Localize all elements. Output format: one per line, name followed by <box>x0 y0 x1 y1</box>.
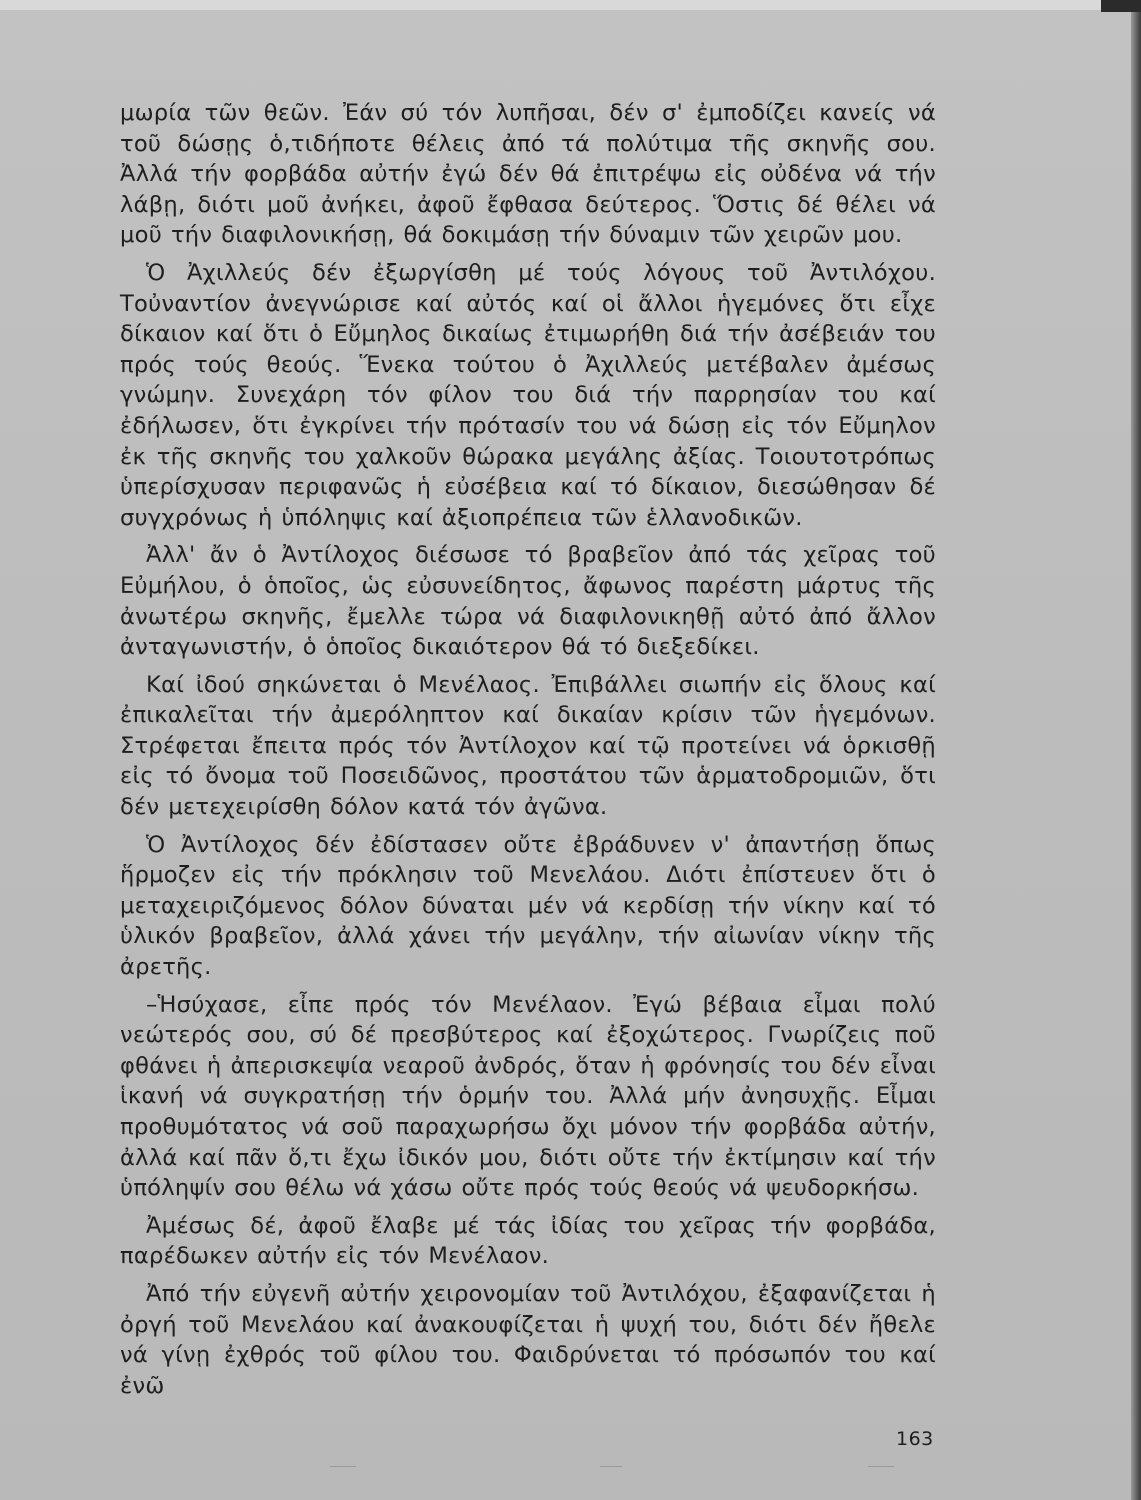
scan-edge-right <box>1131 0 1141 1500</box>
body-text <box>120 98 936 1401</box>
scan-mark <box>600 1466 622 1467</box>
paragraph-6: –Ἡσύχασε, εἶπε πρός τόν Μενέλαον. Ἐγώ βέβαια εἶμαι πολύ νεώτερός σου, σύ δέ πρεσβύτερος καί ἐξοχώτερος. Γνωρίζεις ποῦ φθάνει ἡ ἀπερισκεψία νεαροῦ ἀνδρός, ὅταν ἡ φρόνησίς του δέν εἶναι ἱκανή νά συγκρατήσῃ τήν ὁρμήν του. Ἀλλά μήν ἀνησυχῇς. Εἶμαι προθυμότατος νά σοῦ παραχωρήσω ὄχι μόνον τήν φορβάδα αὐτήν, ἀλλά καί πᾶν ὅ,τι ἔχω ἰδικόν μου, διότι οὔτε τήν ἐκτίμησιν καί τήν ὑπόληψίν σου θέλω νά χάσω οὔτε πρός τούς θεούς νά ψευδορκήσω. <box>120 991 936 1202</box>
paragraph-8: Ἀπό τήν εὐγενῆ αὐτήν χειρονομίαν τοῦ Ἀντιλόχου, ἐξαφανίζεται ἡ ὀργή τοῦ Μενελάου καί ἀνακουφίζεται ἡ ψυχή του, διότι δέν ἤθελε νά γίνῃ ἐχθρός τοῦ φίλου του. Φαιδρύνεται τό πρόσωπόν του καί ἐνῶ <box>120 1280 936 1399</box>
paragraph-2: Ὁ Ἀχιλλεύς δέν ἐξωργίσθη μέ τούς λόγους τοῦ Ἀντιλόχου. Τοὐναντίον ἀνεγνώρισε καί αὐτός καί οἱ ἄλλοι ἡγεμόνες ὅτι εἶχε δίκαιον καί ὅτι ὁ Εὔμηλος δικαίως ἐτιμωρήθη διά τήν ἀσέβειάν του πρός τούς θεούς. Ἕνεκα τούτου ὁ Ἀχιλλεύς μετέβαλεν ἀμέσως γνώμην. Συνεχάρη τόν φίλον του διά τήν παρρησίαν του καί ἐδήλωσεν, ὅτι ἐγκρίνει τήν πρότασίν του νά δώσῃ εἰς τόν Εὔμηλον ἐκ τῆς σκηνῆς του χαλκοῦν θώρακα μεγάλης ἀξίας. Τοιουτοτρόπως ὑπερίσχυσαν περιφανῶς ἡ εὐσέβεια καί τό δίκαιον, διεσώθησαν δέ συγχρόνως ἡ ὑπόληψις καί ἀξιοπρέπεια τῶν ἑλλανοδικῶν. <box>120 259 936 531</box>
paragraph-5: Ὁ Ἀντίλοχος δέν ἐδίστασεν οὔτε ἐβράδυνεν ν' ἀπαντήσῃ ὅπως ἥρμοζεν εἰς τήν πρόκλησιν τοῦ Μενελάου. Διότι ἐπίστευεν ὅτι ὁ μεταχειριζόμενος δόλον δύναται μέν νά κερδίσῃ τήν νίκην καί τό ὑλικόν βραβεῖον, ἀλλά χάνει τήν μεγάλην, τήν αἰωνίαν νίκην τῆς ἀρετῆς. <box>120 831 936 981</box>
scan-corner-shadow <box>1101 0 1141 12</box>
paragraph-3: Ἀλλ' ἄν ὁ Ἀντίλοχος διέσωσε τό βραβεῖον ἀπό τάς χεῖρας τοῦ Εὐμήλου, ὁ ὁποῖος, ὡς εὐσυνείδητος, ἄφωνος παρέστη μάρτυς τῆς ἀνωτέρω σκηνῆς, ἔμελλε τώρα νά διαφιλονικηθῇ αὐτό ἀπό ἄλλον ἀνταγωνιστήν, ὁ ὁποῖος δικαιότερον θά τό διεξεδίκει. <box>120 542 936 661</box>
paragraph-1: μωρία τῶν θεῶν. Ἐάν σύ τόν λυπῆσαι, δέν σ' ἐμποδίζει κανείς νά τοῦ δώσῃς ὁ,τιδήποτε θέλεις ἀπό τά πολύτιμα τῆς σκηνῆς σου. Ἀλλά τήν φορβάδα αὐτήν ἐγώ δέν θά ἐπιτρέψω εἰς οὐδένα νά τήν λάβῃ, διότι μοῦ ἀνήκει, ἀφοῦ ἔφθασα δεύτερος. Ὅστις δέ θέλει νά μοῦ τήν διαφιλονικήσῃ, θά δοκιμάσῃ τήν δύναμιν τῶν χειρῶν μου. <box>120 100 936 249</box>
scan-edge-top <box>0 0 1141 10</box>
paragraph-7: Ἀμέσως δέ, ἀφοῦ ἔλαβε μέ τάς ἰδίας του χεῖρας τήν φορβάδα, παρέδωκεν αὐτήν εἰς τόν Μενέλαον. <box>120 1212 936 1270</box>
paragraph-4: Καί ἰδού σηκώνεται ὁ Μενέλαος. Ἐπιβάλλει σιωπήν εἰς ὅλους καί ἐπικαλεῖται τήν ἀμερόληπτον καί δικαίαν κρίσιν τῶν ἡγεμόνων. Στρέφεται ἔπειτα πρός τόν Ἀντίλοχον καί τῷ προτείνει νά ὁρκισθῇ εἰς τό ὄνομα τοῦ Ποσειδῶνος, προστάτου τῶν ἁρματοδρομιῶν, ὅτι δέν μετεχειρίσθη δόλον κατά τόν ἀγῶνα. <box>120 671 936 821</box>
page-number: 163 <box>896 1428 934 1450</box>
scan-mark <box>330 1466 356 1467</box>
scan-mark <box>868 1466 894 1467</box>
